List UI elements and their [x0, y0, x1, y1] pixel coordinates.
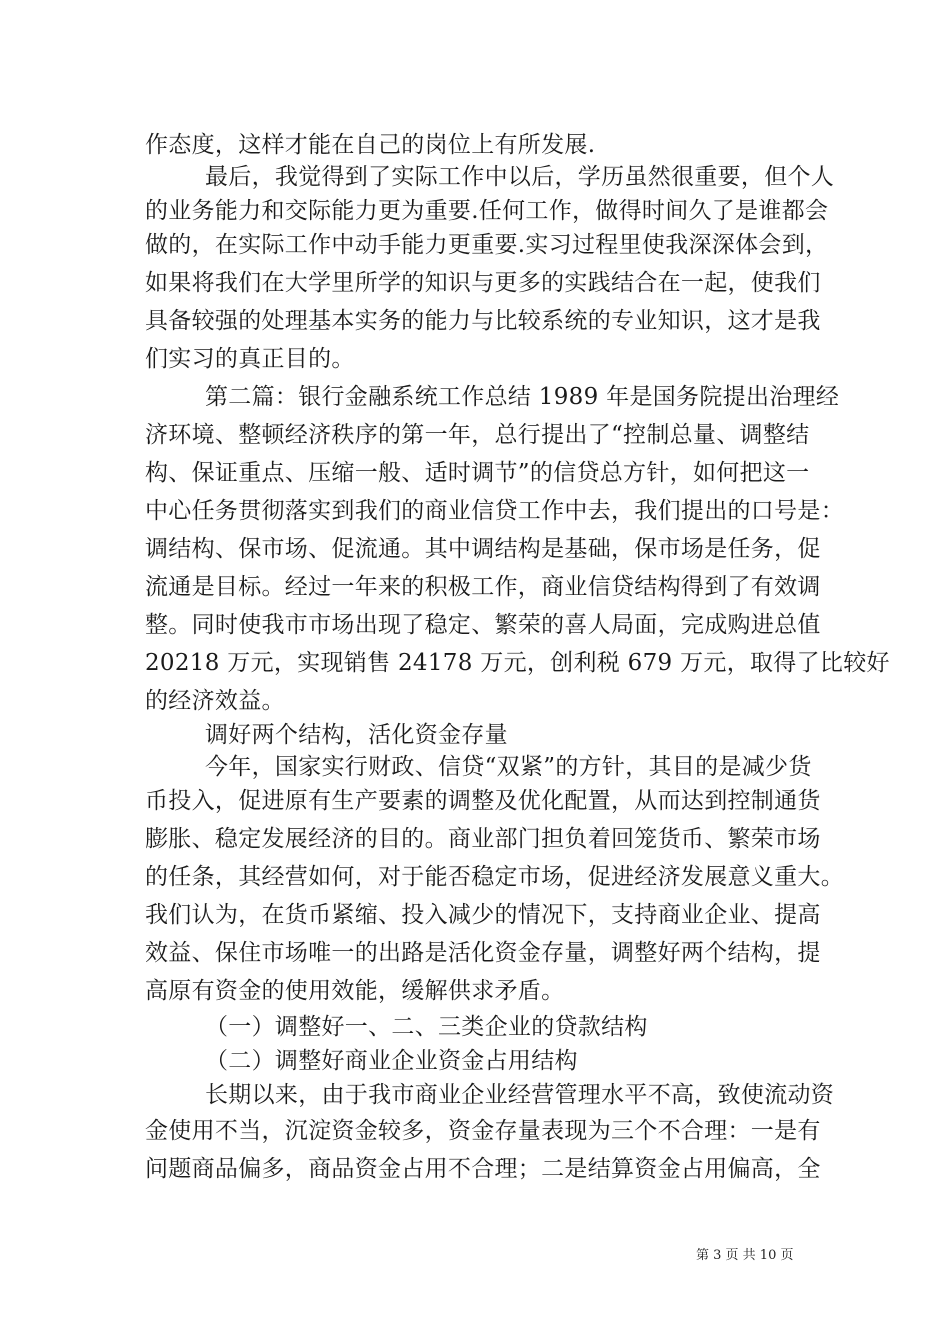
text-line: 整。同时使我市市场出现了稳定、繁荣的喜人局面，完成购进总值 — [145, 612, 821, 638]
text-line: 今年，国家实行财政、信贷“双紧”的方针，其目的是减少货 — [205, 754, 812, 780]
text-line: 构、保证重点、压缩一般、适时调节”的信贷总方针，如何把这一 — [145, 460, 810, 486]
text-line: 的业务能力和交际能力更为重要.任何工作，做得时间久了是谁都会 — [145, 198, 829, 224]
section-heading: 第二篇：银行金融系统工作总结 1989 年是国务院提出治理经 — [205, 384, 840, 410]
list-item: （一）调整好一、二、三类企业的贷款结构 — [205, 1014, 648, 1040]
page-number: 第 3 页 共 10 页 — [696, 1248, 794, 1263]
text-line: 做的，在实际工作中动手能力更重要.实习过程里使我深深体会到， — [145, 232, 829, 258]
text-line: 流通是目标。经过一年来的积极工作，商业信贷结构得到了有效调 — [145, 574, 821, 600]
text-line: 作态度，这样才能在自己的岗位上有所发展. — [145, 132, 596, 158]
text-line: 的经济效益。 — [145, 688, 285, 714]
text-line: 们实习的真正目的。 — [145, 346, 355, 372]
list-item: （二）调整好商业企业资金占用结构 — [205, 1048, 578, 1074]
text-line: 问题商品偏多，商品资金占用不合理；二是结算资金占用偏高，全 — [145, 1156, 821, 1182]
text-line: 济环境、整顿经济秩序的第一年，总行提出了“控制总量、调整结 — [145, 422, 810, 448]
text-line: 高原有资金的使用效能，缓解供求矛盾。 — [145, 978, 565, 1004]
text-line: 膨胀、稳定发展经济的目的。商业部门担负着回笼货币、繁荣市场 — [145, 826, 821, 852]
text-line: 币投入，促进原有生产要素的调整及优化配置，从而达到控制通货 — [145, 788, 821, 814]
subheading: 调好两个结构，活化资金存量 — [205, 722, 508, 748]
text-line: 最后，我觉得到了实际工作中以后，学历虽然很重要，但个人 — [205, 164, 835, 190]
text-line: 调结构、保市场、促流通。其中调结构是基础，保市场是任务，促 — [145, 536, 821, 562]
text-line: 金使用不当，沉淀资金较多，资金存量表现为三个不合理：一是有 — [145, 1118, 821, 1144]
text-line: 长期以来，由于我市商业企业经营管理水平不高，致使流动资 — [205, 1082, 835, 1108]
text-line: 的任条，其经营如何，对于能否稳定市场，促进经济发展意义重大。 — [145, 864, 844, 890]
text-line: 效益、保住市场唯一的出路是活化资金存量，调整好两个结构，提 — [145, 940, 821, 966]
text-line: 如果将我们在大学里所学的知识与更多的实践结合在一起，使我们 — [145, 270, 821, 296]
text-line: 具备较强的处理基本实务的能力与比较系统的专业知识，这才是我 — [145, 308, 821, 334]
text-line: 20218 万元，实现销售 24178 万元，创利税 679 万元，取得了比较好 — [145, 650, 890, 676]
text-line: 我们认为，在货币紧缩、投入减少的情况下，支持商业企业、提高 — [145, 902, 821, 928]
text-line: 中心任务贯彻落实到我们的商业信贷工作中去，我们提出的口号是： — [145, 498, 844, 524]
